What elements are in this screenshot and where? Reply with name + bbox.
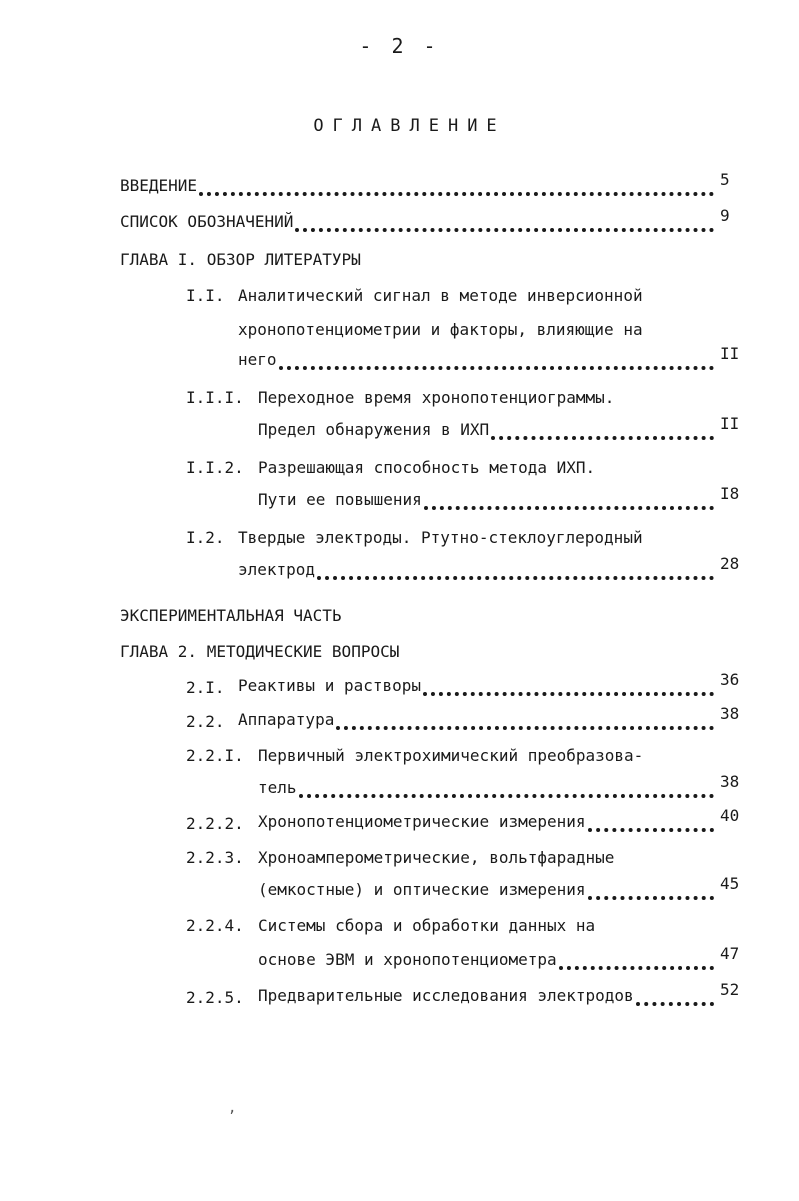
toc-entry-title: СПИСОК ОБОЗНАЧЕНИЙ — [120, 212, 294, 231]
chapter-title: ГЛАВА 2. МЕТОДИЧЕСКИЕ ВОПРОСЫ — [120, 642, 400, 661]
section-title-line2: электрод — [238, 560, 316, 579]
section-title: Аппаратура — [238, 710, 335, 729]
toc-entry-1-1[interactable] — [0, 284, 740, 308]
toc-page-number: I8 — [720, 484, 740, 503]
toc-page-number: 9 — [720, 206, 730, 225]
toc-entry-intro[interactable] — [120, 170, 746, 200]
dot-leader — [199, 182, 714, 196]
toc-entry-2-2-5-title[interactable] — [258, 980, 746, 1010]
toc-page-number: 5 — [720, 170, 730, 189]
scan-speck: , — [228, 1100, 237, 1116]
section-title-line1: Переходное время хронопотенциограммы. — [258, 388, 615, 407]
toc-page-number: 45 — [720, 874, 740, 893]
section-title-line2: хронопотенциометрии и факторы, влияющие на — [238, 320, 643, 339]
section-title-line1: Системы сбора и обработки данных на — [258, 916, 596, 935]
section-number: I.2. — [186, 528, 225, 547]
toc-entry-1-1-1-line2[interactable] — [258, 414, 746, 444]
toc-heading: ОГЛАВЛЕНИЕ — [313, 116, 506, 136]
toc-page-number: 47 — [720, 944, 740, 963]
toc-page-number: 36 — [720, 670, 740, 689]
toc-entry-2-2-4-line2[interactable] — [258, 944, 746, 974]
section-title: Хронопотенциометрические измерения — [258, 812, 586, 831]
dot-leader — [636, 992, 714, 1006]
page-number: - 2 - — [359, 34, 440, 58]
toc-entry-1-1-line2 — [0, 318, 740, 342]
dot-leader — [491, 426, 714, 440]
part-title: ЭКСПЕРИМЕНТАЛЬНАЯ ЧАСТЬ — [120, 606, 342, 625]
section-title-line2: тель — [258, 778, 297, 797]
toc-entry-1-1-2-line2[interactable] — [258, 484, 746, 514]
dot-leader — [279, 356, 714, 370]
section-title-line2: Предел обнаружения в ИХП — [258, 420, 490, 439]
toc-entry-2-2-4[interactable] — [0, 914, 740, 938]
toc-entry-1-2[interactable] — [0, 526, 740, 550]
dot-leader — [299, 784, 714, 798]
toc-chapter-2[interactable] — [0, 640, 740, 664]
section-title-line2: Пути ее повышения — [258, 490, 422, 509]
toc-entry-1-1-2[interactable] — [0, 456, 740, 480]
section-number: 2.2.3. — [186, 848, 244, 867]
section-number: 2.I. — [186, 678, 225, 697]
section-number: I.I. — [186, 286, 225, 305]
toc-entry-2-2-title[interactable] — [238, 704, 746, 734]
toc-entry-2-2-1-line2[interactable] — [258, 772, 746, 802]
section-number: 2.2.5. — [186, 988, 244, 1007]
toc-entry-1-1-1[interactable] — [0, 386, 740, 410]
toc-page-number: II — [720, 414, 740, 433]
section-number: I.I.I. — [186, 388, 244, 407]
toc-entry-2-1-title[interactable] — [238, 670, 746, 700]
toc-entry-2-2-3-line2[interactable] — [258, 874, 746, 904]
toc-page-number: II — [720, 344, 740, 363]
section-title-line1: Аналитический сигнал в методе инверсионной — [238, 286, 643, 305]
toc-entry-title: ВВЕДЕНИЕ — [120, 176, 198, 195]
section-number: 2.2.2. — [186, 814, 244, 833]
chapter-title: ГЛАВА I. ОБЗОР ЛИТЕРАТУРЫ — [120, 250, 361, 269]
section-title: Реактивы и растворы — [238, 676, 422, 695]
section-title-line1: Разрешающая способность метода ИХП. — [258, 458, 596, 477]
toc-entry-2-2-2-title[interactable] — [258, 806, 746, 836]
toc-page-number: 40 — [720, 806, 740, 825]
section-title-line2: основе ЭВМ и хронопотенциометра — [258, 950, 557, 969]
section-title-line1: Хроноамперометрические, вольтфарадные — [258, 848, 615, 867]
toc-page-number: 52 — [720, 980, 740, 999]
toc-entry-symbols[interactable] — [120, 206, 746, 236]
section-number: 2.2. — [186, 712, 225, 731]
dot-leader — [317, 566, 714, 580]
section-number: I.I.2. — [186, 458, 244, 477]
section-title-line1: Первичный электрохимический преобразова- — [258, 746, 644, 765]
dot-leader — [588, 886, 714, 900]
toc-entry-2-2-3[interactable] — [0, 846, 740, 870]
toc-page-number: 38 — [720, 772, 740, 791]
dot-leader — [424, 496, 714, 510]
section-title-line3: него — [238, 350, 277, 369]
dot-leader — [588, 818, 714, 832]
toc-entry-1-2-line2[interactable] — [238, 554, 746, 584]
section-number: 2.2.I. — [186, 746, 244, 765]
dot-leader — [559, 956, 714, 970]
toc-entry-2-2-1[interactable] — [0, 744, 740, 768]
toc-page-number: 28 — [720, 554, 740, 573]
toc-entry-1-1-line3[interactable] — [238, 344, 746, 374]
section-title: Предварительные исследования электродов — [258, 986, 634, 1005]
dot-leader — [336, 716, 714, 730]
dot-leader — [423, 682, 714, 696]
dot-leader — [295, 218, 714, 232]
toc-chapter-1[interactable] — [0, 248, 740, 272]
section-title-line1: Твердые электроды. Ртутно-стеклоуглеродный — [238, 528, 643, 547]
section-title-line2: (емкостные) и оптические измерения — [258, 880, 586, 899]
toc-part-experimental[interactable] — [0, 604, 740, 628]
toc-page-number: 38 — [720, 704, 740, 723]
section-number: 2.2.4. — [186, 916, 244, 935]
